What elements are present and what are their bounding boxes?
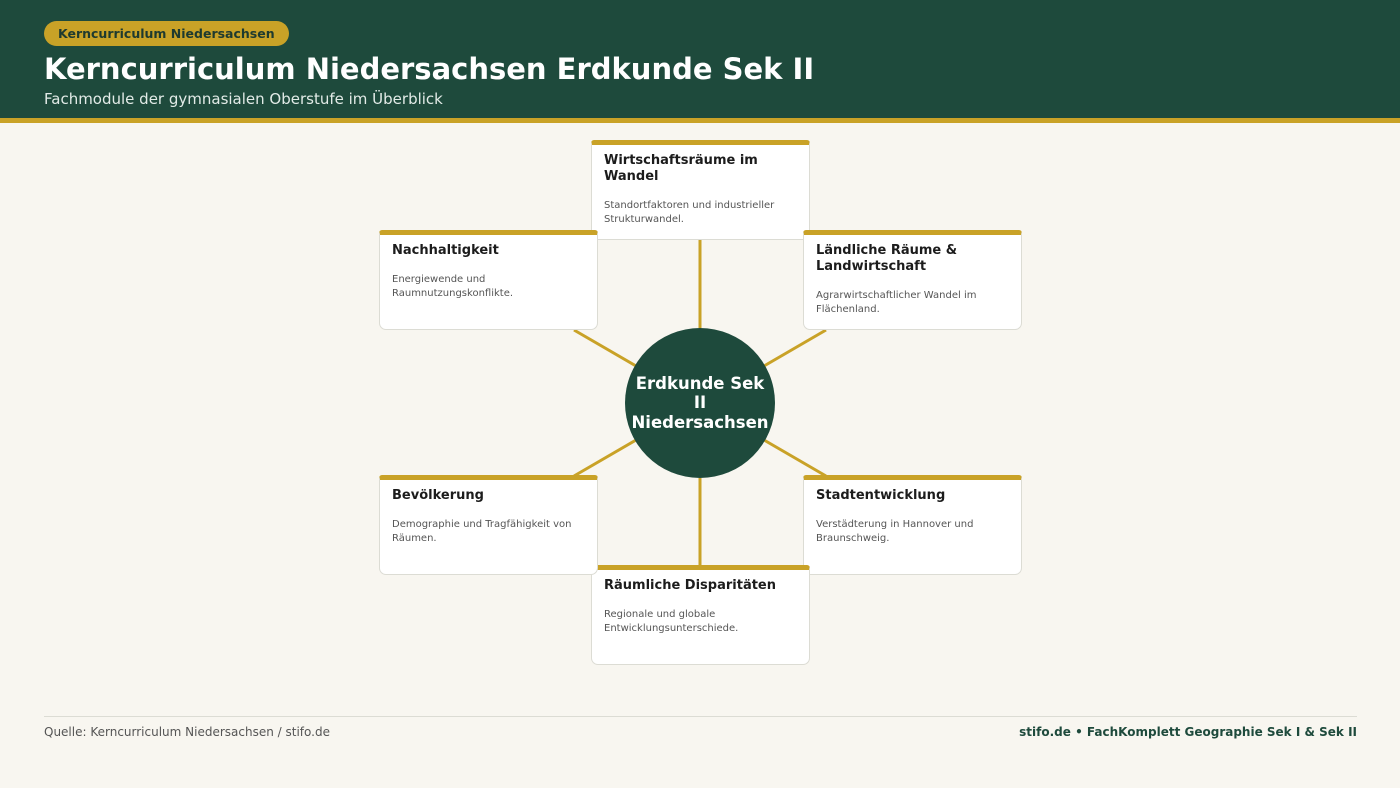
source-note: Quelle: Kerncurriculum Niedersachsen / stifo.de	[44, 725, 330, 739]
footer-divider	[44, 716, 1357, 717]
connector-lower-right	[764, 440, 826, 476]
module-description: Regionale und globale Entwicklungsunterschiede.	[604, 609, 739, 634]
module-description: Energiewende und Raumnutzungskonflikte.	[392, 274, 514, 299]
module-card-raeumliche-disparitaeten	[591, 565, 810, 665]
connector-upper-left	[574, 330, 636, 366]
connector-upper-right	[764, 330, 826, 366]
page-subtitle: Fachmodule der gymnasialen Oberstufe im Überblick	[44, 90, 443, 108]
center-hub: Erdkunde Sek II Niedersachsen	[625, 328, 775, 478]
footer-brand: stifo.de • FachKomplett Geographie Sek I & Sek II	[1019, 725, 1357, 739]
module-title: Nachhaltigkeit	[392, 243, 499, 258]
curriculum-badge: Kerncurriculum Niedersachsen	[44, 21, 289, 46]
module-description: Agrarwirtschaftlicher Wandel im Flächenland.	[816, 290, 977, 315]
module-card-bevoelkerung	[379, 475, 598, 575]
module-title: Ländliche Räume & Landwirtschaft	[816, 243, 958, 274]
module-description: Standortfaktoren und industrieller Strukturwandel.	[604, 200, 775, 225]
module-card-stadtentwicklung	[803, 475, 1022, 575]
module-title: Bevölkerung	[392, 488, 484, 503]
module-description: Demographie und Tragfähigkeit von Räumen.	[392, 519, 572, 544]
connector-lower-left	[574, 440, 636, 476]
module-card-laendliche-raeume	[803, 230, 1022, 330]
page-title: Kerncurriculum Niedersachsen Erdkunde Sek II	[44, 52, 815, 86]
module-title: Stadtentwicklung	[816, 488, 946, 503]
module-card-nachhaltigkeit	[379, 230, 598, 330]
module-title: Räumliche Disparitäten	[604, 578, 777, 593]
module-card-wirtschaftsraeume	[591, 140, 810, 240]
module-title: Wirtschaftsräume im Wandel	[604, 153, 758, 184]
module-description: Verstädterung in Hannover und Braunschweig.	[816, 519, 974, 544]
